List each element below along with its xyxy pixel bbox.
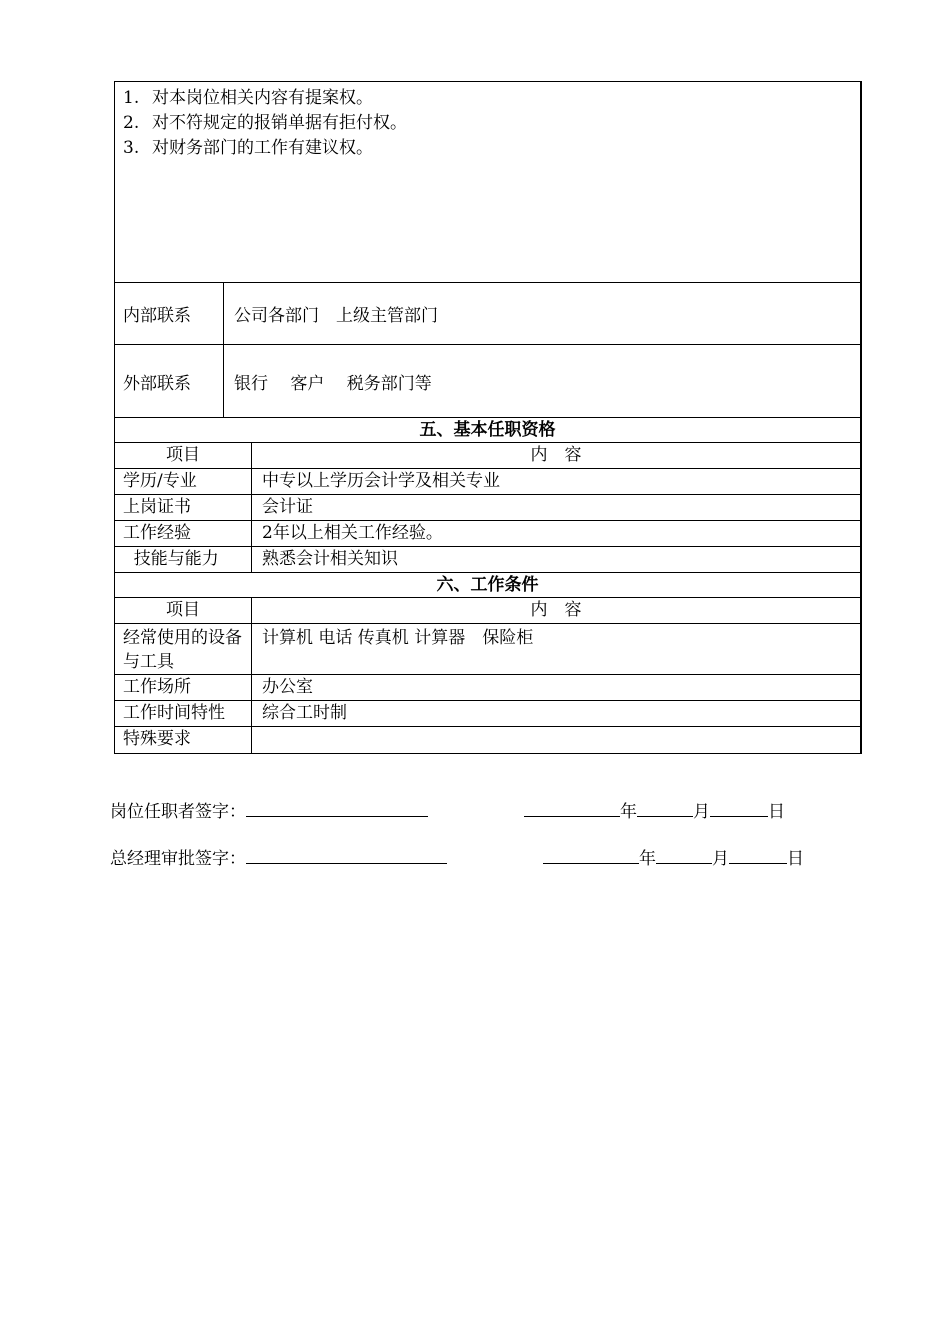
row-value: 会计证 xyxy=(262,497,313,517)
month-blank[interactable] xyxy=(656,846,712,864)
conditions-title: 六、工作条件 xyxy=(115,573,860,598)
row-key: 工作经验 xyxy=(115,521,252,546)
row-value: 综合工时制 xyxy=(262,703,347,723)
header-item: 项目 xyxy=(115,598,252,623)
day-blank[interactable] xyxy=(710,799,768,817)
row-value: 中专以上学历会计学及相关专业 xyxy=(262,471,500,491)
internal-contact-label: 内部联系 xyxy=(115,283,224,344)
row-key: 学历/专业 xyxy=(115,469,252,494)
signature-blank[interactable] xyxy=(246,846,447,864)
signature-blank[interactable] xyxy=(246,799,428,817)
internal-contact-value: 公司各部门 上级主管部门 xyxy=(234,306,438,326)
day-blank[interactable] xyxy=(729,846,787,864)
rights-item: 2. 对不符规定的报销单据有拒付权。 xyxy=(123,113,407,133)
external-contact-row xyxy=(115,345,860,418)
external-contact-value: 银行 客户 税务部门等 xyxy=(234,373,432,394)
table-row xyxy=(115,521,860,547)
qualifications-title: 五、基本任职资格 xyxy=(115,418,860,443)
employee-signature-label: 岗位任职者签字： xyxy=(110,802,246,822)
header-content: 内 容 xyxy=(530,445,582,465)
employee-signature-line xyxy=(110,799,785,824)
header-content: 内 容 xyxy=(530,600,582,620)
day-label: 日 xyxy=(787,849,804,869)
row-key: 经常使用的设备与工具 xyxy=(115,624,252,674)
row-value: 计算机 电话 传真机 计算器 保险柜 xyxy=(262,628,534,648)
table-row xyxy=(115,469,860,495)
rights-item: 3. 对财务部门的工作有建议权。 xyxy=(123,138,373,158)
table-row xyxy=(115,624,860,675)
qualifications-header xyxy=(115,443,860,469)
job-description-table xyxy=(114,81,862,754)
row-key: 工作时间特性 xyxy=(115,701,252,726)
conditions-header xyxy=(115,598,860,624)
year-blank[interactable] xyxy=(524,799,620,817)
row-value: 2年以上相关工作经验。 xyxy=(262,523,443,543)
row-value: 熟悉会计相关知识 xyxy=(262,549,398,569)
month-blank[interactable] xyxy=(637,799,693,817)
table-row xyxy=(115,495,860,521)
day-label: 日 xyxy=(768,802,785,822)
manager-signature-line xyxy=(110,846,804,871)
row-key: 特殊要求 xyxy=(115,727,252,753)
header-item: 项目 xyxy=(115,443,252,468)
month-label: 月 xyxy=(693,802,710,822)
internal-contact-row xyxy=(115,283,860,345)
table-row xyxy=(115,727,860,753)
external-contact-label: 外部联系 xyxy=(115,345,224,417)
row-value xyxy=(252,727,860,753)
manager-signature-label: 总经理审批签字： xyxy=(110,849,246,869)
row-key: 工作场所 xyxy=(115,675,252,700)
row-value: 办公室 xyxy=(262,677,313,697)
table-row xyxy=(115,675,860,701)
month-label: 月 xyxy=(712,849,729,869)
rights-item: 1. 对本岗位相关内容有提案权。 xyxy=(123,88,373,108)
row-key: 技能与能力 xyxy=(115,547,252,572)
row-key: 上岗证书 xyxy=(115,495,252,520)
table-row xyxy=(115,547,860,573)
table-row xyxy=(115,701,860,727)
year-label: 年 xyxy=(620,802,637,822)
year-blank[interactable] xyxy=(543,846,639,864)
rights-cell xyxy=(115,82,860,283)
year-label: 年 xyxy=(639,849,656,869)
